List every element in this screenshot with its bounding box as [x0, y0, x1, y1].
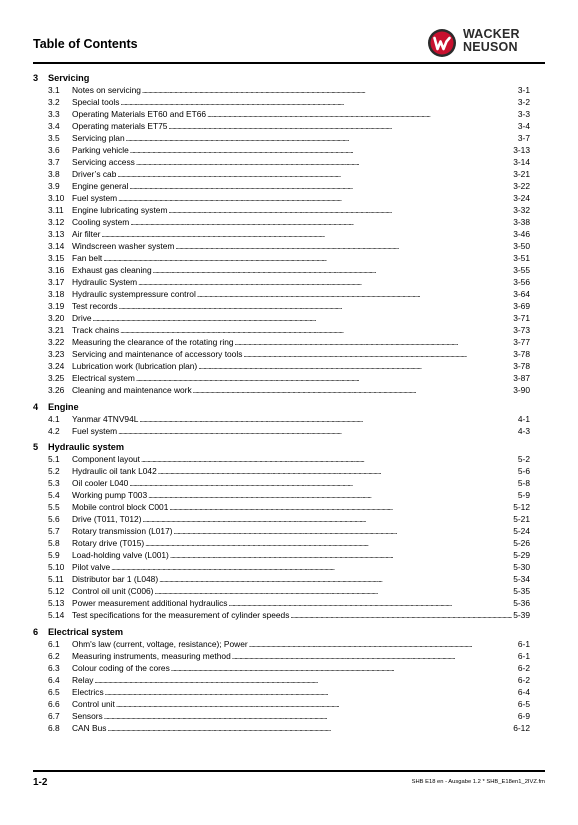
entry-number: 5.11 — [48, 574, 64, 584]
entry-number: 3.5 — [48, 133, 60, 143]
entry-number: 4.1 — [48, 413, 60, 424]
toc-entry[interactable] — [33, 360, 530, 372]
entry-page: 3-87 — [513, 373, 530, 383]
entry-page: 6-2 — [517, 662, 530, 673]
entry-page: 3-50 — [513, 241, 530, 251]
entry-title: Sensors — [72, 710, 103, 721]
entry-number: 5.5 — [48, 502, 60, 512]
entry-page: 5-29 — [513, 550, 530, 560]
entry-number: 3.17 — [48, 277, 65, 287]
entry-title: CAN Bus — [72, 722, 107, 733]
entry-title: Fuel system — [72, 425, 118, 436]
chapter-number: 3 — [33, 73, 39, 83]
entry-page: 5-30 — [513, 562, 530, 572]
entry-title: Hydraulic System — [72, 277, 138, 287]
entry-page: 4-1 — [517, 413, 530, 424]
entry-page: 5-36 — [513, 598, 530, 608]
toc-entry[interactable] — [33, 674, 530, 686]
entry-page: 5-21 — [513, 514, 530, 524]
entry-title: Servicing plan — [72, 133, 125, 143]
entry-number: 3.2 — [48, 97, 60, 107]
toc-chapter — [33, 626, 530, 734]
entry-page: 3-22 — [513, 181, 530, 191]
entry-page: 3-21 — [513, 169, 530, 179]
logo-wordmark — [463, 28, 520, 54]
entry-title: Control unit — [72, 698, 115, 709]
toc-entry[interactable] — [33, 120, 530, 132]
toc-entry[interactable] — [33, 698, 530, 710]
toc-entry[interactable] — [33, 324, 530, 336]
entry-page: 3-14 — [513, 157, 530, 167]
entry-number: 5.8 — [48, 538, 60, 548]
entry-title: Colour coding of the cores — [72, 662, 170, 673]
entry-number: 3.6 — [48, 145, 60, 155]
entry-title: Driver’s cab — [72, 169, 117, 179]
entry-page: 5-26 — [513, 538, 530, 548]
toc-entry[interactable] — [33, 252, 530, 264]
toc-entry[interactable] — [33, 336, 530, 348]
toc-entry[interactable] — [33, 228, 530, 240]
logo-line-1: WACKER — [463, 27, 520, 41]
entry-page: 3-56 — [513, 277, 530, 287]
entry-number: 6.4 — [48, 674, 60, 685]
entry-number: 5.6 — [48, 514, 60, 524]
toc-chapter — [33, 401, 530, 437]
entry-title: Pilot valve — [72, 562, 111, 572]
dot-leader — [290, 609, 512, 622]
entry-title: Track chains — [72, 325, 120, 335]
entry-page: 3-38 — [513, 217, 530, 227]
entry-number: 3.14 — [48, 241, 65, 251]
toc-entry[interactable] — [33, 638, 530, 650]
entry-title: Distributor bar 1 (L048) — [72, 574, 159, 584]
toc-entry[interactable] — [33, 144, 530, 156]
entry-number: 3.22 — [48, 337, 65, 347]
toc-entry[interactable] — [33, 425, 530, 437]
entry-title: Drive (T011, T012) — [72, 514, 142, 524]
entry-page: 6-1 — [517, 638, 530, 649]
entry-page: 3-51 — [513, 253, 530, 263]
entry-page: 3-69 — [513, 301, 530, 311]
entry-title: Component layout — [72, 454, 140, 464]
toc-entry[interactable] — [33, 686, 530, 698]
entry-number: 3.15 — [48, 253, 65, 263]
toc-entry[interactable] — [33, 413, 530, 425]
entry-number: 3.18 — [48, 289, 65, 299]
entry-number: 3.25 — [48, 373, 65, 383]
entry-number: 6.1 — [48, 638, 60, 649]
entry-title: Lubrication work (lubrication plan) — [72, 361, 198, 371]
entry-page: 6-2 — [517, 674, 530, 685]
entry-title: Special tools — [72, 97, 120, 107]
entry-page: 3-46 — [513, 229, 530, 239]
entry-number: 3.13 — [48, 229, 65, 239]
entry-title: Hydraulic systempressure control — [72, 289, 196, 299]
toc-entry[interactable] — [33, 549, 530, 561]
toc-entry[interactable] — [33, 180, 530, 192]
entry-number: 5.9 — [48, 550, 60, 560]
entry-title: Test specifications for the measurement of cylinder speeds — [72, 610, 290, 620]
chapter-heading[interactable] — [33, 401, 530, 413]
entry-title: Test records — [72, 301, 118, 311]
header-rule — [33, 62, 545, 64]
entry-number: 3.12 — [48, 217, 65, 227]
dot-leader — [107, 722, 512, 735]
entry-number: 6.8 — [48, 722, 60, 733]
table-of-contents — [33, 72, 530, 738]
entry-title: Drive — [72, 313, 92, 323]
wacker-neuson-logo — [427, 26, 545, 60]
entry-page: 5-9 — [517, 490, 530, 500]
entry-number: 3.1 — [48, 85, 60, 95]
entry-number: 5.3 — [48, 478, 60, 488]
page-header — [33, 26, 545, 62]
entry-page: 5-2 — [517, 454, 530, 464]
entry-title: Measuring the clearance of the rotating ring — [72, 337, 234, 347]
entry-number: 6.6 — [48, 698, 60, 709]
toc-entry[interactable] — [33, 513, 530, 525]
toc-entry[interactable] — [33, 348, 530, 360]
dot-leader — [193, 384, 513, 397]
entry-page: 5-35 — [513, 586, 530, 596]
entry-number: 5.13 — [48, 598, 65, 608]
toc-entry[interactable] — [33, 240, 530, 252]
chapter-number: 5 — [33, 442, 39, 452]
entry-number: 6.5 — [48, 686, 60, 697]
entry-page: 3-7 — [517, 133, 530, 143]
entry-page: 4-3 — [517, 425, 530, 436]
entry-page: 5-6 — [517, 466, 530, 476]
entry-number: 3.8 — [48, 169, 60, 179]
entry-title: Fan belt — [72, 253, 103, 263]
entry-page: 3-64 — [513, 289, 530, 299]
entry-page: 3-1 — [517, 85, 530, 95]
entry-page: 3-90 — [513, 385, 530, 395]
footer-file-info: SHB E18 en - Ausgabe 1.2 * SHB_E18en1_2IVZ.fm — [411, 779, 545, 785]
toc-entry[interactable] — [33, 561, 530, 573]
entry-number: 5.7 — [48, 526, 60, 536]
entry-number: 3.20 — [48, 313, 65, 323]
entry-number: 3.7 — [48, 157, 60, 167]
entry-title: Engine general — [72, 181, 129, 191]
entry-number: 3.4 — [48, 121, 60, 131]
entry-number: 3.3 — [48, 109, 60, 119]
entry-title: Fuel system — [72, 193, 118, 203]
toc-entry[interactable] — [33, 585, 530, 597]
entry-page: 3-13 — [513, 145, 530, 155]
entry-title: Relay — [72, 674, 94, 685]
toc-entry[interactable] — [33, 501, 530, 513]
entry-title: Oil cooler L040 — [72, 478, 129, 488]
toc-entry[interactable] — [33, 264, 530, 276]
entry-page: 3-24 — [513, 193, 530, 203]
page-number: 1-2 — [33, 777, 48, 788]
entry-number: 3.23 — [48, 349, 65, 359]
toc-entry[interactable] — [33, 204, 530, 216]
toc-entry[interactable] — [33, 168, 530, 180]
entry-number: 5.12 — [48, 586, 65, 596]
toc-entry[interactable] — [33, 537, 530, 549]
dot-leader — [118, 425, 517, 438]
toc-entry[interactable] — [33, 84, 530, 96]
toc-entry[interactable] — [33, 156, 530, 168]
chapter-number: 4 — [33, 401, 39, 412]
entry-number: 3.11 — [48, 205, 64, 215]
chapter-heading[interactable] — [33, 72, 530, 84]
entry-page: 3-4 — [517, 121, 530, 131]
entry-title: Cleaning and maintenance work — [72, 385, 192, 395]
entry-page: 6-5 — [517, 698, 530, 709]
chapter-title: Electrical system — [48, 626, 124, 637]
chapter-heading[interactable] — [33, 441, 530, 453]
entry-title: Load-holding valve (L001) — [72, 550, 169, 560]
toc-entry[interactable] — [33, 192, 530, 204]
toc-entry[interactable] — [33, 288, 530, 300]
entry-number: 6.3 — [48, 662, 60, 673]
entry-number: 6.2 — [48, 650, 60, 661]
entry-title: Windscreen washer system — [72, 241, 175, 251]
page-title: Table of Contents — [33, 37, 138, 51]
entry-title: Measuring instruments, measuring method — [72, 650, 231, 661]
entry-number: 5.1 — [48, 454, 60, 464]
toc-entry[interactable] — [33, 108, 530, 120]
toc-chapter — [33, 72, 530, 396]
entry-title: Electrics — [72, 686, 104, 697]
footer-rule — [33, 770, 545, 772]
entry-title: Servicing access — [72, 157, 135, 167]
toc-entry[interactable] — [33, 96, 530, 108]
toc-entry[interactable] — [33, 132, 530, 144]
entry-title: Working pump T003 — [72, 490, 148, 500]
entry-number: 3.21 — [48, 325, 65, 335]
entry-number: 3.26 — [48, 385, 65, 395]
entry-number: 5.2 — [48, 466, 60, 476]
toc-entry[interactable] — [33, 662, 530, 674]
entry-number: 3.16 — [48, 265, 65, 275]
toc-entry[interactable] — [33, 477, 530, 489]
chapter-title: Hydraulic system — [48, 442, 125, 452]
toc-entry[interactable] — [33, 573, 530, 585]
entry-page: 5-12 — [513, 502, 530, 512]
chapter-title: Servicing — [48, 73, 90, 83]
entry-title: Power measurement additional hydraulics — [72, 598, 228, 608]
entry-title: Control oil unit (C006) — [72, 586, 154, 596]
entry-page: 5-8 — [517, 478, 530, 488]
entry-title: Notes on servicing — [72, 85, 141, 95]
entry-title: Operating materials ET75 — [72, 121, 168, 131]
entry-number: 6.7 — [48, 710, 60, 721]
entry-number: 5.4 — [48, 490, 60, 500]
chapter-title: Engine — [48, 401, 79, 412]
entry-title: Yanmar 4TNV94L — [72, 413, 139, 424]
toc-entry[interactable] — [33, 276, 530, 288]
entry-title: Servicing and maintenance of accessory tools — [72, 349, 243, 359]
entry-page: 6-4 — [517, 686, 530, 697]
entry-title: Electrical system — [72, 373, 135, 383]
entry-page: 5-39 — [513, 610, 530, 620]
wacker-neuson-w-icon — [427, 28, 457, 58]
entry-number: 3.10 — [48, 193, 65, 203]
entry-title: Rotary drive (T015) — [72, 538, 145, 548]
entry-page: 3-2 — [517, 97, 530, 107]
entry-title: Rotary transmission (L017) — [72, 526, 173, 536]
entry-page: 3-78 — [513, 349, 530, 359]
entry-title: Cooling system — [72, 217, 130, 227]
entry-number: 3.19 — [48, 301, 65, 311]
entry-page: 3-78 — [513, 361, 530, 371]
entry-page: 3-3 — [517, 109, 530, 119]
entry-page: 3-55 — [513, 265, 530, 275]
entry-title: Operating Materials ET60 and ET66 — [72, 109, 207, 119]
entry-page: 3-77 — [513, 337, 530, 347]
toc-entry[interactable] — [33, 722, 530, 734]
entry-title: Exhaust gas cleaning — [72, 265, 152, 275]
toc-entry[interactable] — [33, 453, 530, 465]
chapter-heading[interactable] — [33, 626, 530, 638]
chapter-number: 6 — [33, 626, 39, 637]
toc-entry[interactable] — [33, 525, 530, 537]
entry-page: 5-34 — [513, 574, 530, 584]
toc-entry[interactable] — [33, 312, 530, 324]
toc-entry[interactable] — [33, 710, 530, 722]
toc-entry[interactable] — [33, 650, 530, 662]
toc-entry[interactable] — [33, 216, 530, 228]
entry-title: Mobile control block C001 — [72, 502, 169, 512]
toc-chapter — [33, 441, 530, 621]
toc-entry[interactable] — [33, 300, 530, 312]
entry-title: Hydraulic oil tank L042 — [72, 466, 157, 476]
entry-number: 5.14 — [48, 610, 65, 620]
toc-entry[interactable] — [33, 372, 530, 384]
entry-page: 3-73 — [513, 325, 530, 335]
entry-number: 3.9 — [48, 181, 60, 191]
toc-entry[interactable] — [33, 609, 530, 621]
entry-page: 3-71 — [513, 313, 530, 323]
entry-number: 5.10 — [48, 562, 65, 572]
toc-entry[interactable] — [33, 384, 530, 396]
entry-title: Ohm's law (current, voltage, resistance); Power — [72, 638, 248, 649]
entry-number: 4.2 — [48, 425, 60, 436]
entry-title: Air filter — [72, 229, 101, 239]
entry-page: 6-12 — [513, 722, 530, 733]
toc-entry[interactable] — [33, 597, 530, 609]
entry-title: Parking vehicle — [72, 145, 129, 155]
entry-page: 5-24 — [513, 526, 530, 536]
entry-page: 6-9 — [517, 710, 530, 721]
toc-entry[interactable] — [33, 465, 530, 477]
entry-page: 6-1 — [517, 650, 530, 661]
entry-title: Engine lubricating system — [72, 205, 168, 215]
toc-entry[interactable] — [33, 489, 530, 501]
logo-line-2: NEUSON — [463, 40, 518, 54]
entry-number: 3.24 — [48, 361, 65, 371]
entry-page: 3-32 — [513, 205, 530, 215]
